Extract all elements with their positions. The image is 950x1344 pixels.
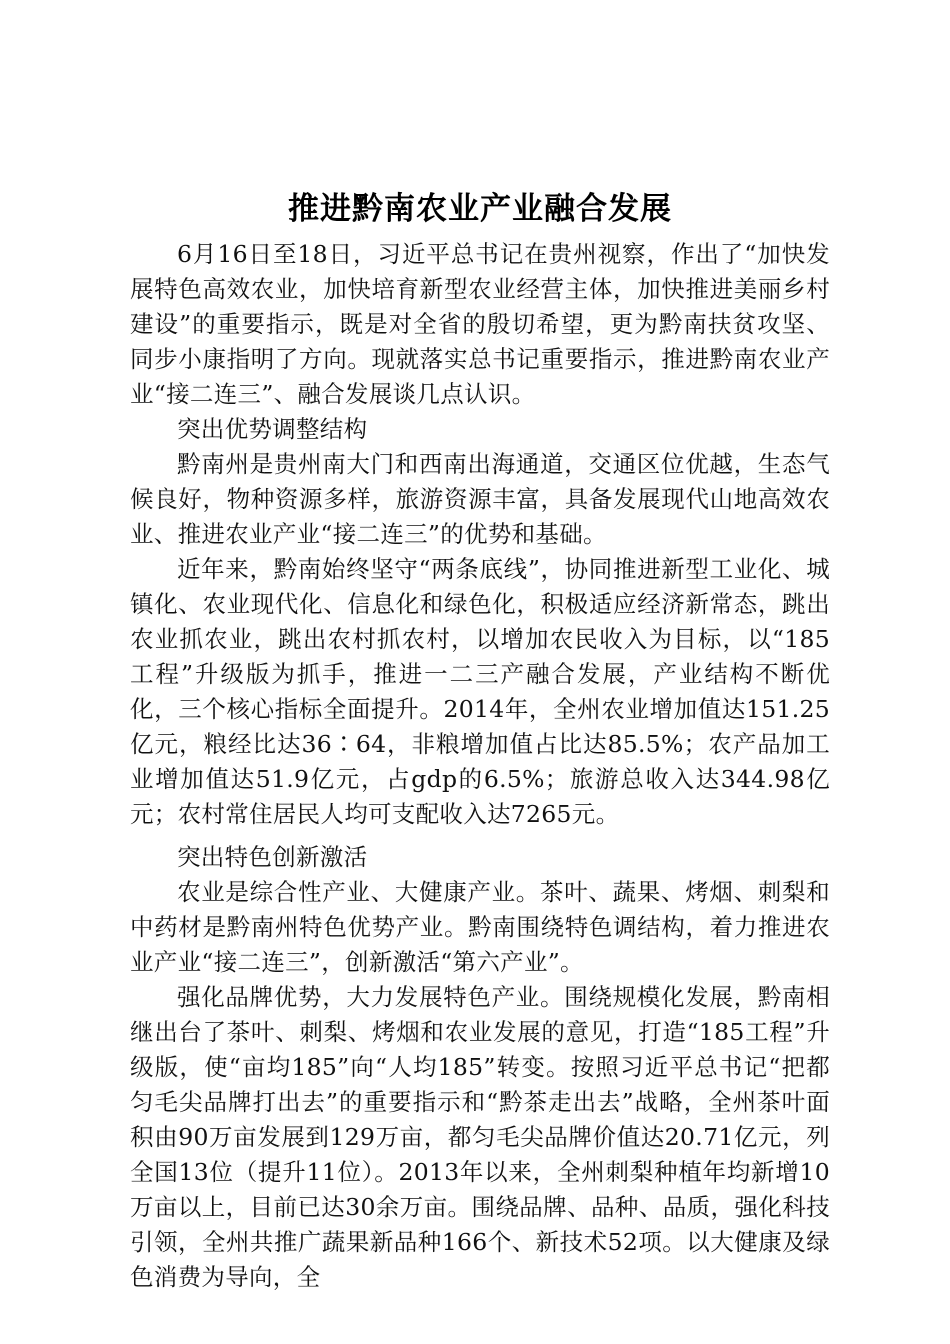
section-heading-structure: 突出优势调整结构 xyxy=(177,415,368,443)
paragraph-agriculture: 农业是综合性产业、大健康产业。茶叶、蔬果、烤烟、刺梨和中药材是黔南州特色优势产业。黔南围绕特色调结构，着力推进农业产业“接二连三”，创新激活“第六产业”。 xyxy=(130,878,830,976)
document-body xyxy=(130,186,830,1295)
document-title: 推进黔南农业产业融合发展 xyxy=(288,191,672,227)
paragraph-brand: 强化品牌优势，大力发展特色产业。围绕规模化发展，黔南相继出台了茶叶、刺梨、烤烟和农业发展的意见，打造“185工程”升级版，使“亩均185”向“人均185”转变。按照习近平总书记“把都匀毛尖品牌打出去”的重要指示和“黔茶走出去”战略，全州茶叶面积由90万亩发展到129万亩，都匀毛尖品牌价值达20.71亿元，列全国13位（提升11位）。2013年以来，全州刺梨种植年均新增10万亩以上，目前已达30余万亩。围绕品牌、品种、品质，强化科技引领，全州共推广蔬果新品种166个、新技术52项。以大健康及绿色消费为导向，全 xyxy=(130,983,830,1291)
section-heading-innovation: 突出特色创新激活 xyxy=(177,843,368,871)
paragraph-advantages: 黔南州是贵州南大门和西南出海通道，交通区位优越，生态气候良好，物种资源多样，旅游资源丰富，具备发展现代山地高效农业、推进农业产业“接二连三”的优势和基础。 xyxy=(130,450,830,548)
paragraph-recent-years: 近年来，黔南始终坚守“两条底线”，协同推进新型工业化、城镇化、农业现代化、信息化和绿色化，积极适应经济新常态，跳出农业抓农业，跳出农村抓农村，以增加农民收入为目标，以“185工程”升级版为抓手，推进一二三产融合发展，产业结构不断优化，三个核心指标全面提升。2014年，全州农业增加值达151.25亿元，粮经比达36∶64，非粮增加值占比达85.5%；农产品加工业增加值达51.9亿元，占gdp的6.5%；旅游总收入达344.98亿元；农村常住居民人均可支配收入达7265元。 xyxy=(130,555,830,828)
paragraph-intro: 6月16日至18日，习近平总书记在贵州视察，作出了“加快发展特色高效农业，加快培育新型农业经营主体，加快推进美丽乡村建设”的重要指示，既是对全省的殷切希望，更为黔南扶贫攻坚、同步小康指明了方向。现就落实总书记重要指示，推进黔南农业产业“接二连三”、融合发展谈几点认识。 xyxy=(130,240,830,408)
